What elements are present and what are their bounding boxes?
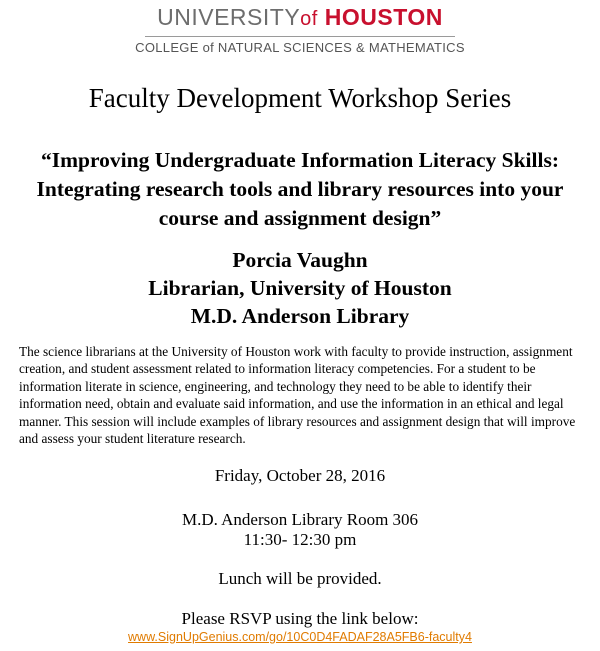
rsvp-link[interactable]: www.SignUpGenius.com/go/10C0D4FADAF28A5FB6-faculty4 bbox=[128, 630, 472, 644]
speaker-name: Porcia Vaughn bbox=[232, 248, 368, 272]
event-location-block bbox=[0, 510, 600, 550]
lunch-note: Lunch will be provided. bbox=[218, 569, 382, 588]
logo-divider bbox=[145, 36, 455, 37]
series-title: Faculty Development Workshop Series bbox=[88, 83, 512, 113]
event-location: M.D. Anderson Library Room 306 bbox=[181, 510, 419, 529]
speaker-library: M.D. Anderson Library bbox=[190, 304, 410, 328]
university-logo bbox=[0, 4, 600, 55]
rsvp-link-container bbox=[0, 629, 600, 645]
event-date: Friday, October 28, 2016 bbox=[214, 466, 386, 485]
logo-university-text: UNIVERSITY bbox=[157, 4, 301, 30]
logo-of-text: of bbox=[300, 8, 318, 30]
speaker-role: Librarian, University of Houston bbox=[148, 276, 452, 300]
rsvp-text: Please RSVP using the link below: bbox=[181, 609, 419, 628]
speaker-block bbox=[0, 246, 600, 330]
logo-houston-text: HOUSTON bbox=[324, 4, 443, 30]
talk-title: “Improving Undergraduate Information Literacy Skills: Integrating research tools and library resources into your course and assignment design” bbox=[36, 148, 564, 230]
logo-wordmark bbox=[0, 4, 600, 32]
logo-college-text: COLLEGE of NATURAL SCIENCES & MATHEMATICS bbox=[135, 40, 465, 55]
session-description: The science librarians at the University of Houston work with faculty to provide instruction, assignment creation, and student assessment related to information literacy competencies. For a student to be information literate in science, engineering, and technology they need to be able to identify their information need, obtain and evaluate said information, and use the information in an ethical and legal manner. This session will include examples of library resources and assignment design that will improve and assess your student literature research. bbox=[19, 344, 576, 447]
event-time: 11:30- 12:30 pm bbox=[243, 530, 357, 549]
